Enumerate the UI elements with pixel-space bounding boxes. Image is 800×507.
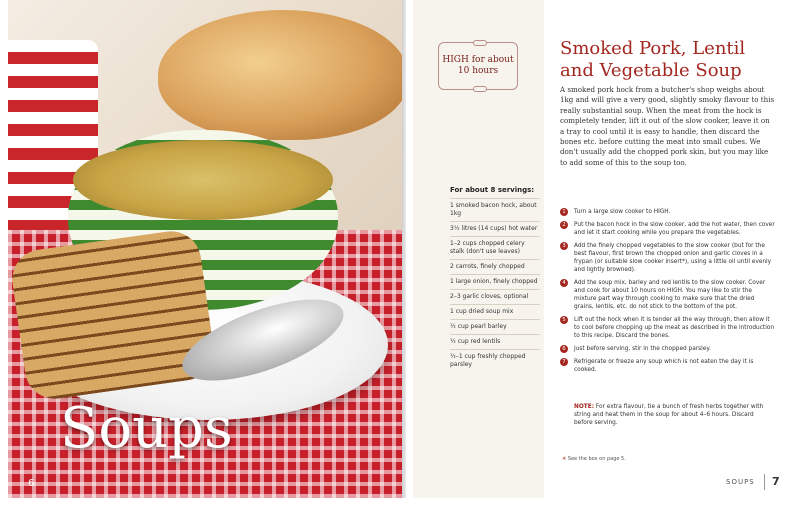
cook-setting-line2: 10 hours <box>457 66 499 76</box>
step-number-badge: 4 <box>560 279 568 287</box>
method-steps <box>560 208 775 379</box>
ingredient-item: ½–1 cup freshly chopped parsley <box>450 349 540 372</box>
ingredient-item: 2 carrots, finely chopped <box>450 259 540 274</box>
method-step <box>560 358 775 374</box>
right-page-number: 7 <box>772 475 780 488</box>
step-number-badge: 3 <box>560 242 568 250</box>
left-page-number: 6 <box>28 478 35 489</box>
left-page-photo <box>8 0 403 498</box>
step-text: Add the soup mix, barley and red lentils to the slow cooker. Cover and cook for about 10 hours on HIGH. You may like to stir the mixture part way through cooking to make sure that the dried grains, lentils, etc. do not stick to the bottom of the pot. <box>574 280 766 310</box>
ingredients-list <box>450 198 540 372</box>
step-text: Add the finely chopped vegetables to the slow cooker (but for the best flavour, first brown the chopped onion and garlic cloves in a frypan (or suitable slow cooker insert*), using a little oil until evenly and lightly browned). <box>574 243 772 273</box>
step-text: Turn a large slow cooker to HIGH. <box>574 209 671 215</box>
badge-ornament-bottom <box>473 86 487 92</box>
footer-section-name: SOUPS <box>726 478 755 486</box>
note-label: NOTE: <box>574 404 595 410</box>
ingredient-item: 1 cup dried soup mix <box>450 304 540 319</box>
note-text: For extra flavour, tie a bunch of fresh herbs together with string and heat them in the soup for about 4–6 hours. Discard before serving. <box>574 404 764 426</box>
ingredient-item: ½ cup pearl barley <box>450 319 540 334</box>
ingredient-item: 1 smoked bacon hock, about 1kg <box>450 198 540 221</box>
ingredient-item: 1–2 cups chopped celery stalk (don't use leaves) <box>450 236 540 259</box>
recipe-note <box>574 403 774 427</box>
step-text: Put the bacon hock in the slow cooker, add the hot water, then cover and let it start cooking while you prepare the vegetables. <box>574 222 775 236</box>
cook-setting-line1: HIGH for about <box>442 55 514 65</box>
step-text: Refrigerate or freeze any soup which is not eaten the day it is cooked. <box>574 359 754 373</box>
grilled-toast <box>8 228 217 403</box>
ingredient-item: 2–3 garlic cloves, optional <box>450 289 540 304</box>
step-number-badge: 6 <box>560 345 568 353</box>
ingredient-item: 1 large onion, finely chopped <box>450 274 540 289</box>
footnote <box>562 456 626 462</box>
asterisk-icon: ✳ <box>562 456 567 462</box>
recipe-intro: A smoked pork hock from a butcher's shop weighs about 1kg and will give a very good, slightly smoky flavour to this really substantial soup. When the meat from the hock is completely tender, lift it out of the slow cooker, leave it on a tray to cool until it is easy to handle, then discard the bones etc. before cutting the meat into small cubes. We don't usually add the chopped pork skin, but you may like to add some of this to the soup too. <box>560 85 775 167</box>
footer-divider <box>764 474 765 490</box>
step-number-badge: 5 <box>560 316 568 324</box>
section-title: Soups <box>60 396 233 461</box>
ingredient-item: ½ cup red lentils <box>450 334 540 349</box>
ingredient-item: 3½ litres (14 cups) hot water <box>450 221 540 236</box>
step-text: Lift out the hock when it is tender all the way through, then allow it to cool before chopping up the meat as described in the introduction to this recipe. Discard the bones. <box>574 317 775 339</box>
footnote-text: See the box on page 5. <box>567 456 626 462</box>
step-number-badge: 7 <box>560 358 568 366</box>
step-text: Just before serving, stir in the chopped parsley. <box>574 346 711 352</box>
recipe-title: Smoked Pork, Lentil and Vegetable Soup <box>560 38 746 81</box>
method-step <box>560 221 775 237</box>
method-step <box>560 345 775 353</box>
ingredients-heading: For about 8 servings: <box>450 186 535 194</box>
method-step <box>560 208 775 216</box>
method-step <box>560 279 775 311</box>
badge-ornament-top <box>473 40 487 46</box>
method-step <box>560 316 775 340</box>
step-number-badge: 1 <box>560 208 568 216</box>
soup-surface <box>73 140 333 220</box>
bread-loaf <box>158 10 403 140</box>
method-step <box>560 242 775 274</box>
step-number-badge: 2 <box>560 221 568 229</box>
cook-setting-badge <box>438 42 518 90</box>
